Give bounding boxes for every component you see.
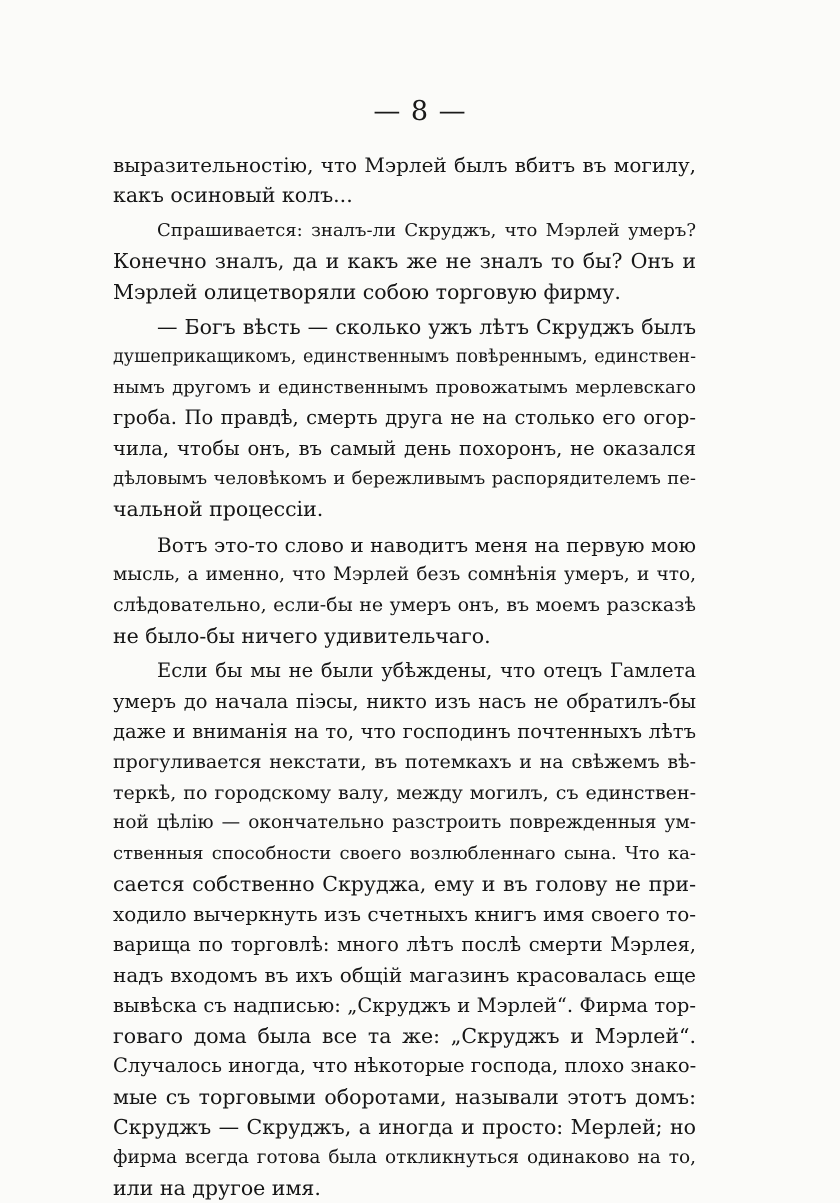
text-line: гроба. По правдѣ, смерть друга не на столько его огор- <box>113 406 696 430</box>
text-line: не было-бы ничего удивительчаго. <box>113 623 491 648</box>
text-line: Вотъ это-то слово и наводитъ меня на первую мою <box>157 532 696 557</box>
text-line: выразительностію, что Мэрлей былъ вбитъ въ могилу, <box>113 153 696 177</box>
text-line: чила, чтобы онъ, въ самый день похоронъ, не оказался <box>113 436 696 460</box>
text-line: душеприкащикомъ, единственнымъ повѣреннымъ, единствен- <box>113 347 696 368</box>
text-line: Скруджъ — Скруджъ, а иногда и просто: Мерлей; но <box>113 1115 696 1140</box>
body-text <box>113 150 696 1203</box>
text-line: Спрашивается: зналъ-ли Скруджъ, что Мэрлей умеръ? <box>157 219 696 241</box>
text-line: ной цѣлію — окончательно разстроить поврежденныя ум- <box>113 812 696 834</box>
text-line: прогуливается некстати, въ потемкахъ и на свѣжемъ вѣ- <box>113 751 696 774</box>
text-line: мые съ торговыми оборотами, называли этотъ домъ: <box>113 1084 696 1109</box>
text-line: или на другое имя. <box>113 1175 321 1200</box>
text-line: ходило вычеркнуть изъ счетныхъ книгъ имя своего то- <box>113 902 696 927</box>
text-line: слѣдовательно, если-бы не умеръ онъ, въ моемъ разсказѣ <box>113 594 696 617</box>
text-line: — Богъ вѣсть — сколько ужъ лѣтъ Скруджъ былъ <box>157 314 696 339</box>
text-line: фирма всегда готова была откликнуться одинаково на то, <box>113 1146 696 1168</box>
text-line: надъ входомъ въ ихъ общій магазинъ красовалась еще <box>113 963 696 988</box>
text-line: варища по торговлѣ: много лѣтъ послѣ смерти Мэрлея, <box>113 932 696 956</box>
text-line: какъ осиновый колъ... <box>113 183 353 208</box>
text-line: нымъ другомъ и единственнымъ провожатымъ мерлевскаго <box>113 376 696 398</box>
text-line: вывѣска съ надписью: „Скруджъ и Мэрлей“. Фирма тор- <box>113 993 696 1017</box>
text-line: умеръ до начала піэсы, никто изъ насъ не обратилъ-бы <box>113 689 696 713</box>
text-line: теркѣ, по городскому валу, между могилъ, съ единствен- <box>113 781 696 804</box>
text-line: сается собственно Скруджа, ему и въ голову не при- <box>113 871 696 896</box>
text-line: Случалось иногда, что нѣкоторые господа, плохо знако- <box>113 1054 697 1078</box>
text-line: Мэрлей олицетворяли собою торговую фирму. <box>113 279 621 304</box>
text-line: даже и вниманія на то, что господинъ почтенныхъ лѣтъ <box>113 720 696 744</box>
text-line: дѣловымъ человѣкомъ и бережливымъ распорядителемъ пе- <box>113 467 696 489</box>
text-line: говаго дома была все та же: „Скруджъ и Мэрлей“. <box>113 1023 696 1048</box>
text-line: Если бы мы не были убѣждены, что отецъ Гамлета <box>157 659 696 683</box>
text-line: ственныя способности своего возлюбленнаго сына. Что ка- <box>113 842 696 864</box>
text-line: мысль, а именно, что Мэрлей безъ сомнѣнія умеръ, и что, <box>113 564 696 586</box>
page-number: — 8 — <box>373 96 467 127</box>
text-line: чальной процессіи. <box>113 497 324 522</box>
text-line: Конечно зналъ, да и какъ же не зналъ то бы? Онъ и <box>113 249 696 274</box>
